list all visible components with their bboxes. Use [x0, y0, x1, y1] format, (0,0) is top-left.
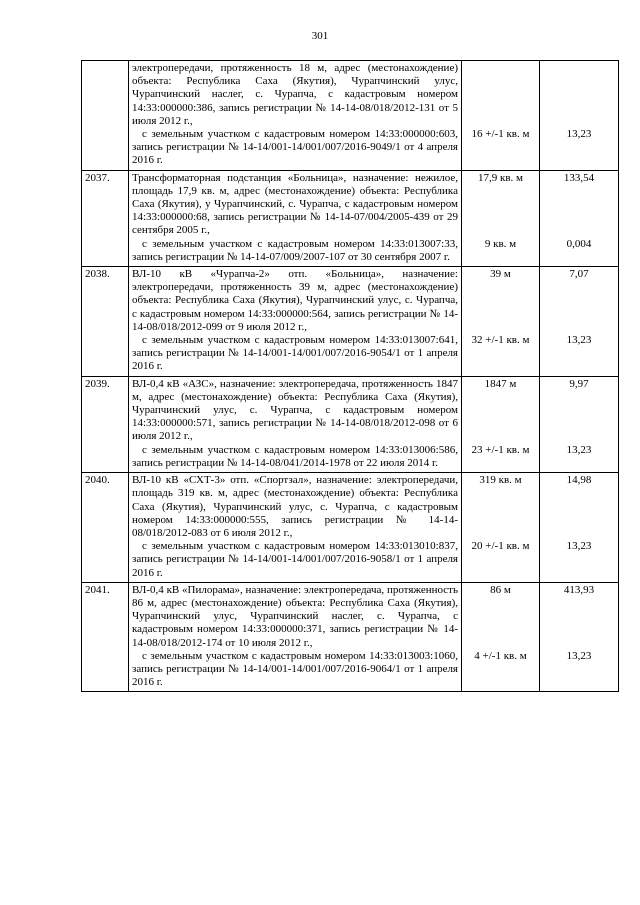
object-text: Трансформаторная подстанция «Больница», назначение: нежилое, площадь 17,9 кв. м, адрес (местонахождение) объекта: Республика Саха (Якутия), у Чурапчинский, с. Чурапча, с кадастровым номером 14:33:000000:68, запись регистрации № 14-14-07/004/2005-439 от 29 сентября 2005 г.,	[132, 171, 458, 237]
object-description	[129, 61, 462, 171]
table-row	[82, 61, 619, 171]
object-area: 17,9 кв. м	[478, 171, 523, 184]
value-cell	[540, 267, 619, 377]
row-number: 2038.	[82, 267, 129, 377]
row-number: 2040.	[82, 473, 129, 583]
object-area: 1847 м	[484, 377, 517, 390]
land-value: 13,23	[566, 649, 592, 662]
object-description	[129, 267, 462, 377]
area-cell	[462, 473, 540, 583]
land-area: 23 +/-1 кв. м	[471, 443, 530, 456]
object-text: ВЛ-10 кВ «Чурапча-2» отп. «Больница», назначение: электропередачи, протяженность 39 м, адрес (местонахождение) объекта: Республика Саха (Якутия), Чурапчинский улус, с. Чурапча, с кадастровым номером 14:33:000000:564, запись регистрации № 14-14-08/018/2012-099 от 9 июля 2012 г.,	[132, 268, 458, 333]
object-area: 86 м	[490, 583, 511, 596]
row-number: 2037.	[82, 170, 129, 266]
value-cell	[540, 61, 619, 171]
object-area: 319 кв. м	[479, 474, 522, 487]
land-plot-text: с земельным участком с кадастровым номером 14:33:013007:641, запись регистрации № 14-14/001-14/001/007/2016-9054/1 от 1 апреля 2016 г.	[132, 334, 458, 373]
land-value: 13,23	[566, 540, 592, 553]
value-cell	[540, 376, 619, 472]
value-cell	[540, 170, 619, 266]
area-cell	[462, 267, 540, 377]
row-number: 2039.	[82, 376, 129, 472]
land-area: 20 +/-1 кв. м	[471, 540, 530, 553]
land-plot-text: с земельным участком с кадастровым номером 14:33:000000:603, запись регистрации № 14-14/001-14/001/007/2016-9049/1 от 4 апреля 2016 г.	[132, 128, 458, 167]
land-area: 4 +/-1 кв. м	[474, 649, 527, 662]
land-value: 13,23	[566, 443, 592, 456]
object-value: 9,97	[569, 377, 589, 390]
value-cell	[540, 473, 619, 583]
land-area: 9 кв. м	[484, 237, 517, 250]
object-description	[129, 582, 462, 692]
area-cell	[462, 376, 540, 472]
row-number	[82, 61, 129, 171]
property-register-table	[81, 60, 619, 692]
table-row	[82, 267, 619, 377]
land-plot-text: с земельным участком с кадастровым номером 14:33:013010:837, запись регистрации № 14-14/001-14/001/007/2016-9058/1 от 1 апреля 2016 г.	[132, 540, 458, 579]
object-text: ВЛ-0,4 кВ «АЗС», назначение: электропередача, протяженность 1847 м, адрес (местонахождение) объекта: Республика Саха (Якутия), Чурапчинский улус, с. Чурапча, с кадастровым номером 14:33:000000:571, запись регистрации № 14-14-08/018/2012-098 от 6 июля 2012 г.,	[132, 377, 458, 443]
land-value: 0,004	[566, 237, 592, 250]
object-description	[129, 376, 462, 472]
table-body	[82, 61, 619, 692]
object-area: 39 м	[490, 268, 511, 281]
land-plot-text: с земельным участком с кадастровым номером 14:33:013007:33, запись регистрации № 14-14-07/009/2007-107 от 30 сентября 2007 г.	[132, 237, 458, 263]
land-plot-text: с земельным участком с кадастровым номером 14:33:013003:1060, запись регистрации № 14-14/001-14/001/007/2016-9064/1 от 1 апреля 2016 г.	[132, 649, 458, 689]
land-value: 13,23	[566, 334, 592, 347]
object-value: 133,54	[563, 171, 595, 184]
area-cell	[462, 582, 540, 692]
area-cell	[462, 61, 540, 171]
object-value: 413,93	[563, 583, 595, 596]
area-cell	[462, 170, 540, 266]
object-value: 14,98	[566, 474, 592, 487]
row-number: 2041.	[82, 582, 129, 692]
table-row	[82, 170, 619, 266]
object-text: ВЛ-0,4 кВ «Пилорама», назначение: электропередача, протяженность 86 м, адрес (местонахождение) объекта: Республика Саха (Якутия), Чурапчинский улус, Чурапчинский наслег, с. Чурапча, с кадастровым номером 14:33:000000:371, запись регистрации № 14-14-08/018/2012-174 от 10 июля 2012 г.,	[132, 583, 458, 649]
table-row	[82, 376, 619, 472]
land-area: 16 +/-1 кв. м	[471, 128, 530, 140]
object-text: ВЛ-10 кВ «СХТ-3» отп. «Спортзал», назначение: электропередачи, площадь 319 кв. м, адрес (местонахождение) объекта: Республика Саха (Якутия), Чурапчинский улус, с. Чурапча, с кадастровым номером 14:33:000000:555, запись регистрации № 14-14-08/018/2012-083 от 6 июля 2012 г.,	[132, 474, 458, 539]
land-plot-text: с земельным участком с кадастровым номером 14:33:013006:586, запись регистрации № 14-14-08/041/2014-1978 от 22 июля 2014 г.	[132, 443, 458, 469]
object-text: электропередачи, протяженность 18 м, адрес (местонахождение) объекта: Республика Саха (Якутия), Чурапчинский улус, Чурапчинский наслег, с. Чурапча, с кадастровым номером 14:33:000000:386, запись регистрации № 14-14-08/018/2012-131 от 5 июля 2012 г.,	[132, 62, 458, 127]
page-number: 301	[311, 30, 329, 42]
object-value: 7,07	[569, 268, 589, 281]
land-value: 13,23	[566, 128, 592, 140]
land-area: 32 +/-1 кв. м	[471, 334, 530, 347]
table-row	[82, 473, 619, 583]
value-cell	[540, 582, 619, 692]
table-row	[82, 582, 619, 692]
object-description	[129, 473, 462, 583]
object-description	[129, 170, 462, 266]
